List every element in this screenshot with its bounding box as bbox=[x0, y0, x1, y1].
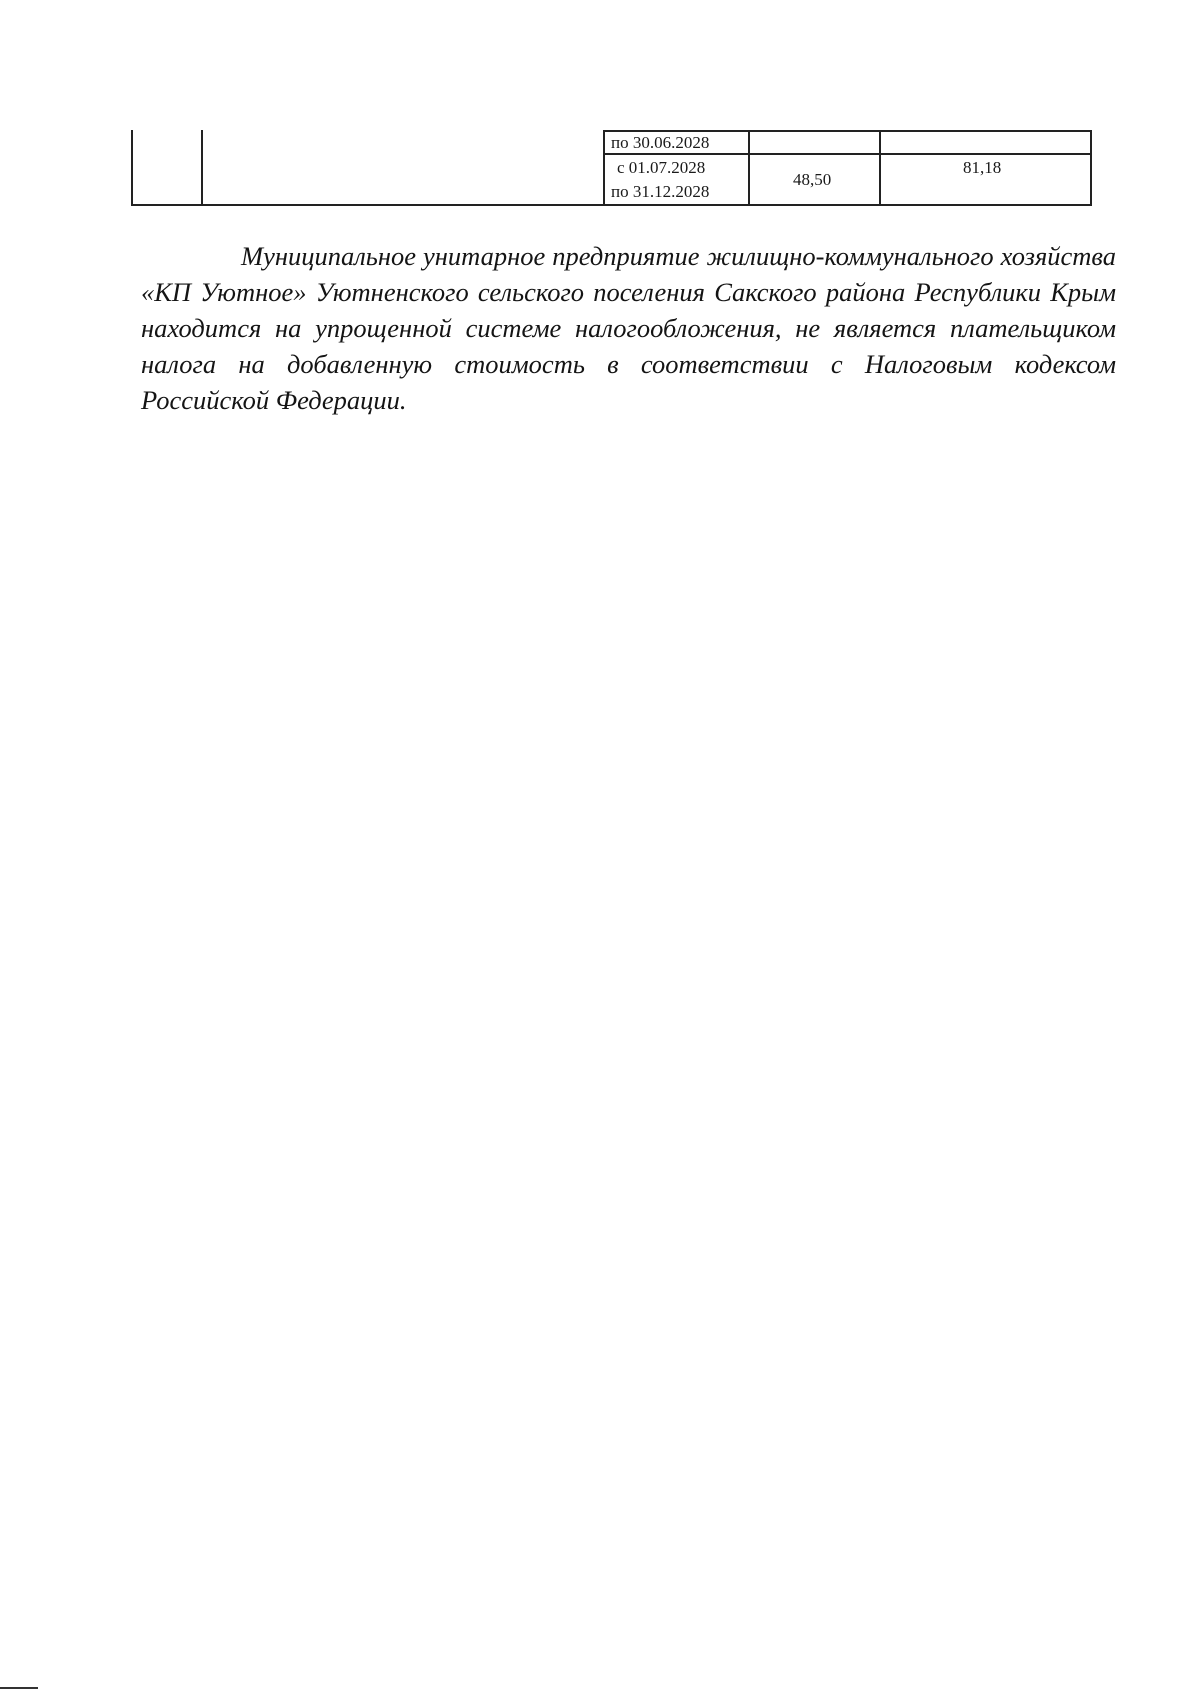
table-divider-col3 bbox=[748, 130, 750, 206]
value-2-cell: 81,18 bbox=[963, 158, 1002, 177]
tax-status-paragraph: Муниципальное унитарное предприятие жилищно-коммунального хозяйства «КП Уютное» Уютненского сельского поселения Сакского района Республики Крым находится на упрощенной системе налогообложения, не является плательщиком налога на добавленную стоимость в соответствии с Налоговым кодексом Российской Федерации. bbox=[141, 241, 1116, 415]
page-edge-mark bbox=[0, 1687, 38, 1689]
value-1-cell: 48,50 bbox=[793, 170, 832, 189]
period-to-cell: по 30.06.2028 bbox=[611, 133, 710, 152]
period-to-cell: по 31.12.2028 bbox=[611, 182, 710, 201]
table-divider-col2 bbox=[603, 130, 605, 206]
table-divider-col4 bbox=[879, 130, 881, 206]
table-border-left bbox=[131, 130, 133, 206]
table-bottom-border bbox=[131, 204, 1091, 206]
table-row-separator bbox=[603, 153, 1091, 155]
table-border-right bbox=[1090, 130, 1092, 206]
period-from-cell: с 01.07.2028 bbox=[617, 158, 706, 177]
table-divider-col1 bbox=[201, 130, 203, 206]
tariff-table-fragment bbox=[131, 130, 1091, 206]
